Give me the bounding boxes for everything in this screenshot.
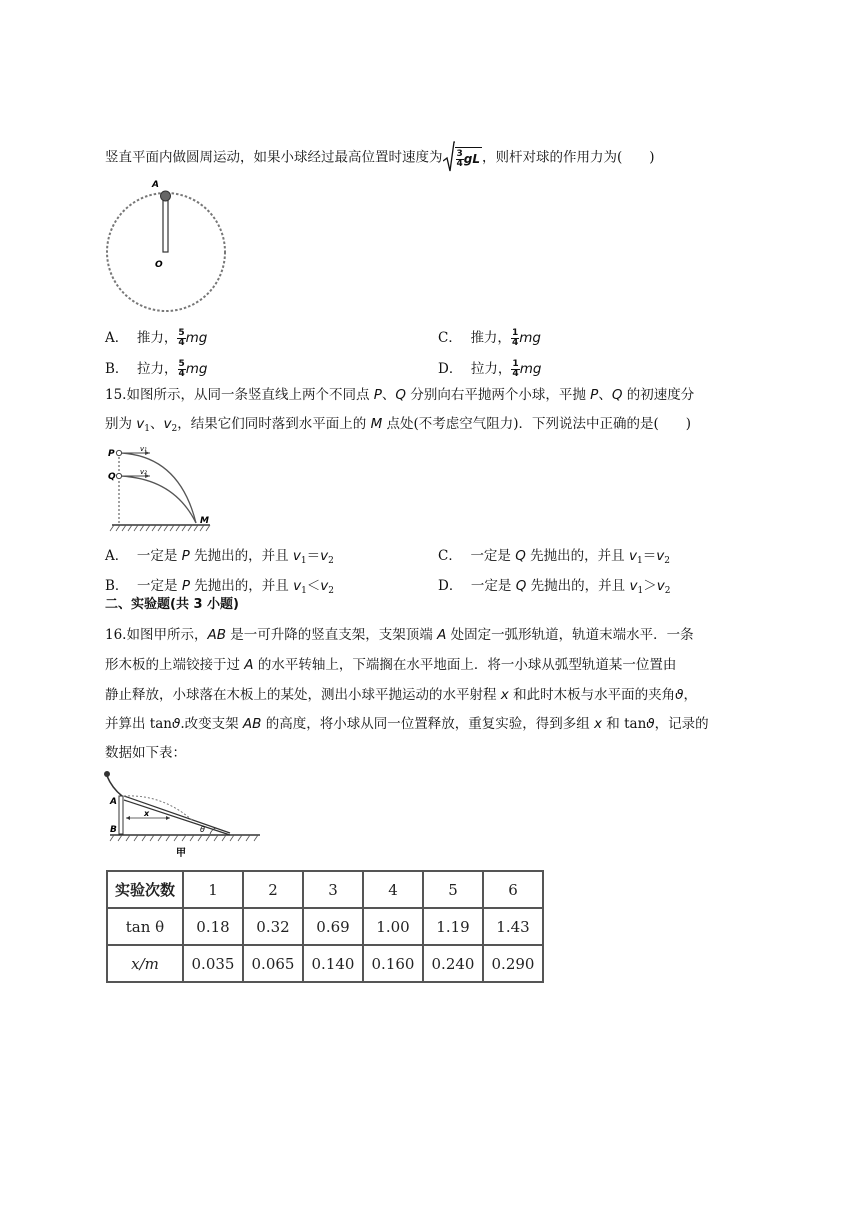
table-cell: x/m: [107, 945, 183, 982]
q14-stem-end: ，则杆对球的作用力为( ): [482, 149, 655, 166]
label-x-fig: x: [144, 809, 150, 818]
q14-option-c[interactable]: C． 推力， $\frac{1}{4}$ mg: [438, 328, 541, 348]
label-theta-fig: θ: [200, 825, 205, 834]
q15-option-b[interactable]: B． 一定是 P 先抛出的，并且 $v_1<v_2$: [105, 578, 335, 596]
table-cell: 2: [243, 871, 303, 908]
q14-option-a[interactable]: A． 推力， $\frac{5}{4}$ mg: [105, 328, 208, 348]
table-cell: 6: [483, 871, 543, 908]
sqrt-tail: gL: [463, 152, 481, 166]
label-a-fig: A: [110, 797, 117, 807]
sqrt-sign-icon: [443, 141, 455, 175]
table-row: [107, 908, 543, 945]
table-cell: 0.32: [243, 908, 303, 945]
table-cell: 1.19: [423, 908, 483, 945]
q15-option-c[interactable]: C． 一定是 Q 先抛出的，并且 $v_1=v_2$: [438, 548, 670, 566]
circle-rod-figure: [102, 176, 234, 316]
table-cell: 0.240: [423, 945, 483, 982]
q15-option-d[interactable]: D． 一定是 Q 先抛出的，并且 $v_1>v_2$: [438, 578, 671, 596]
q15-option-a[interactable]: A． 一定是 P 先抛出的，并且 $v_1=v_2$: [105, 548, 334, 566]
q14-stem-text: 竖直平面内做圆周运动，如果小球经过最高位置时速度为: [105, 149, 443, 166]
table-cell: 0.69: [303, 908, 363, 945]
data-table: [106, 870, 544, 983]
table-cell: 1: [183, 871, 243, 908]
q16-line5: 数据如下表：: [105, 745, 186, 761]
table-cell: 0.140: [303, 945, 363, 982]
table-cell: tan θ: [107, 908, 183, 945]
table-row: [107, 871, 543, 908]
label-q: Q: [108, 472, 116, 482]
label-o: O: [155, 260, 163, 270]
q15-stem-line1: 15.如图所示，从同一条竖直线上两个不同点 P、Q 分别向右平抛两个小球，平抛 P、Q 的初速度分: [105, 387, 695, 403]
table-cell: 1.00: [363, 908, 423, 945]
sqrt-expression: [443, 141, 483, 175]
figure-caption: 甲: [176, 848, 186, 859]
table-cell: 0.160: [363, 945, 423, 982]
q14-option-d[interactable]: D． 拉力， $\frac{1}{4}$ mg: [438, 359, 542, 379]
table-cell: 0.290: [483, 945, 543, 982]
q14-option-b[interactable]: B． 拉力， $\frac{5}{4}$ mg: [105, 359, 208, 379]
table-row: [107, 945, 543, 982]
q16-line3: 静止释放，小球落在木板上的某处，测出小球平抛运动的水平射程 x 和此时木板与水平面的夹角ϑ，: [105, 687, 697, 703]
sqrt-fraction: $\frac{3}{4}$: [456, 149, 463, 169]
q14-stem: [105, 141, 655, 175]
table-cell: 4: [363, 871, 423, 908]
table-cell: 0.065: [243, 945, 303, 982]
label-v1: v₁: [140, 445, 147, 453]
q16-line4: 并算出 tanϑ.改变支架 AB 的高度，将小球从同一位置释放，重复实验，得到多组 x 和 tanϑ，记录的: [105, 716, 709, 732]
table-cell: 3: [303, 871, 363, 908]
label-v2: v₂: [140, 468, 147, 476]
q16-line2: 形木板的上端铰接于过 A 的水平转轴上，下端搁在水平地面上．将一小球从弧型轨道某一位置由: [105, 657, 677, 673]
projectile-figure: [104, 443, 222, 535]
table-cell: 5: [423, 871, 483, 908]
section-heading: 二、实验题(共 3 小题): [105, 597, 239, 612]
table-cell: 0.18: [183, 908, 243, 945]
table-cell: 0.035: [183, 945, 243, 982]
q16-line1: 16.如图甲所示，AB 是一可升降的竖直支架，支架顶端 A 处固定一弧形轨道，轨道末端水平．一条: [105, 627, 694, 643]
table-cell: 实验次数: [107, 871, 183, 908]
q15-stem-line2: 别为 $v_1$、$v_2$，结果它们同时落到水平面上的 M 点处(不考虑空气阻力)．下列说法中正确的是( ): [105, 416, 692, 434]
label-a: A: [152, 180, 159, 190]
incline-figure: [102, 768, 266, 860]
table-cell: 1.43: [483, 908, 543, 945]
label-m: M: [200, 516, 209, 526]
label-p: P: [108, 449, 115, 459]
label-b-fig: B: [110, 825, 117, 835]
